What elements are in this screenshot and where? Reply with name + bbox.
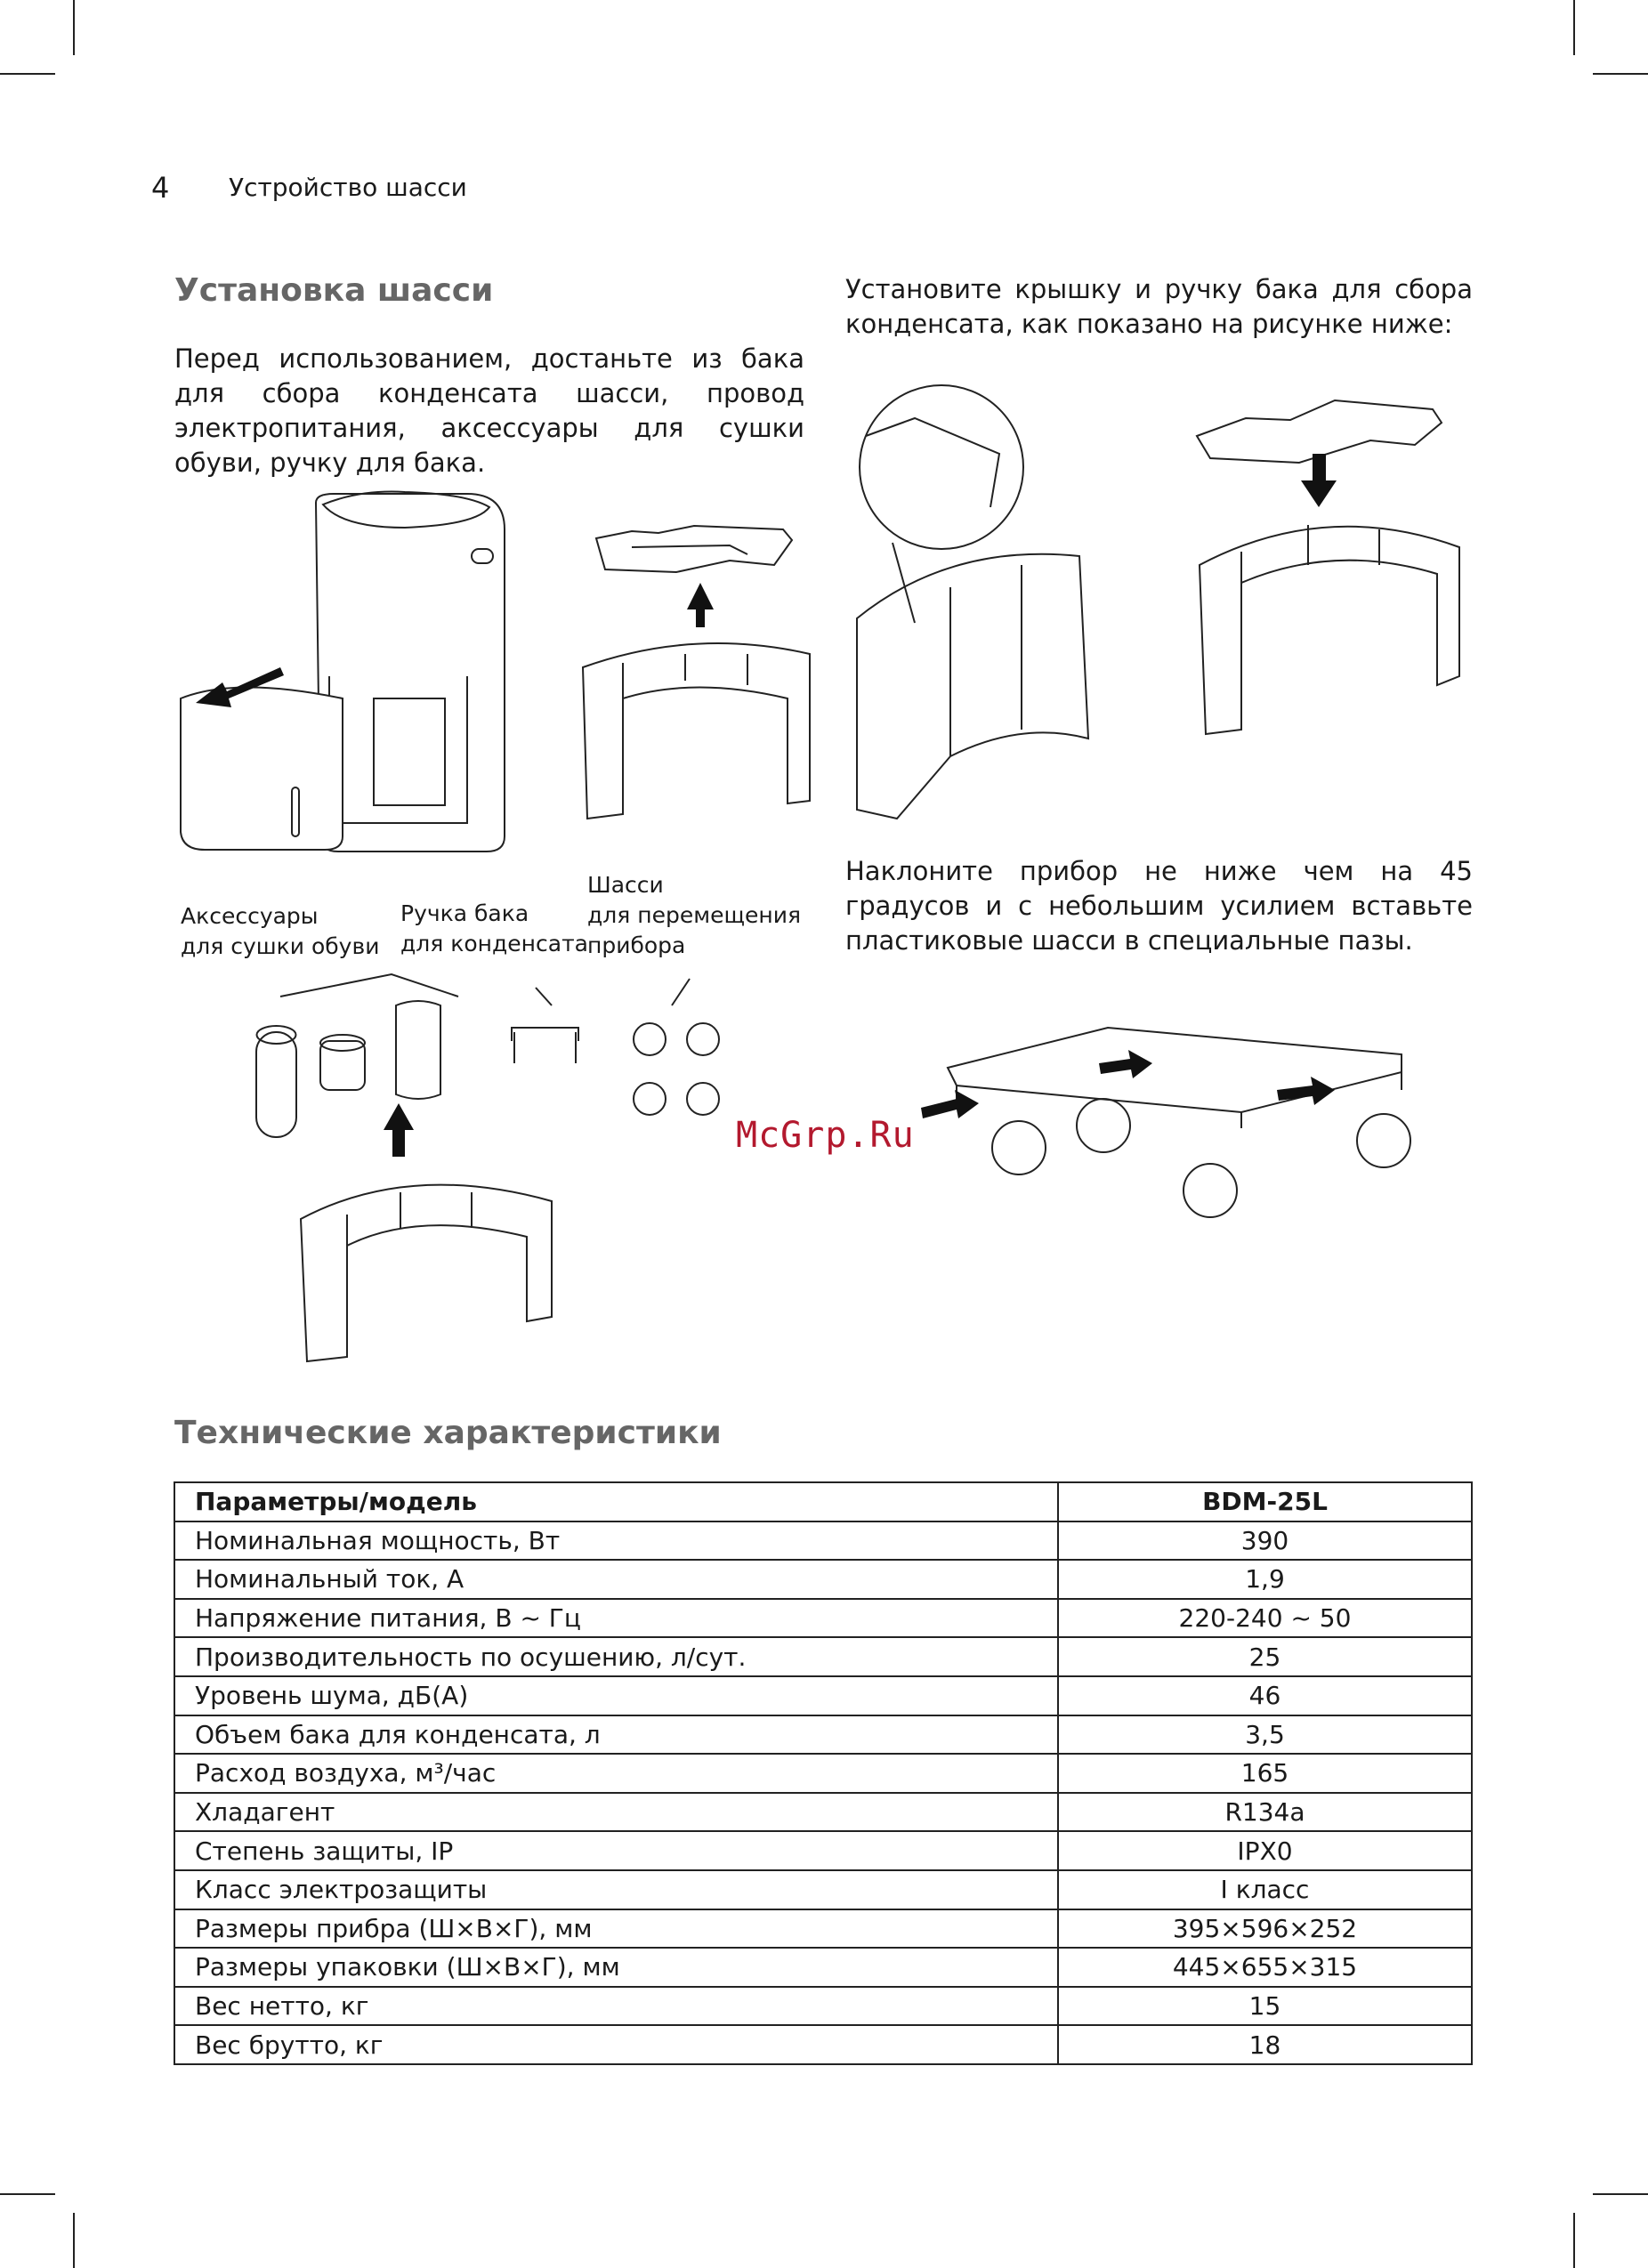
param-cell: Производительность по осушению, л/сут. [174, 1637, 1058, 1676]
lid-instruction: Установите крышку и ручку бака для сбора конденсата, как показано на рисунке ниже: [845, 274, 1473, 339]
handle [512, 1028, 578, 1063]
value-cell: 25 [1058, 1637, 1472, 1676]
tank-body [301, 1185, 552, 1361]
tank-lid-lift-figure [570, 521, 836, 823]
crop-mark [73, 2213, 75, 2268]
param-cell: Класс электрозащиты [174, 1870, 1058, 1909]
arrow-up-icon [687, 583, 714, 627]
label-line: Ручка бака [400, 900, 529, 926]
internal-part [374, 698, 445, 805]
tank-with-accessories-figure [294, 1103, 561, 1370]
table-row [174, 1560, 1472, 1599]
table-row [174, 1793, 1472, 1832]
section-title-specs: Технические характеристики [174, 1415, 722, 1451]
value-cell: 15 [1058, 1987, 1472, 2026]
crop-mark [1593, 2193, 1648, 2195]
param-cell: Хладагент [174, 1793, 1058, 1832]
param-cell: Размеры прибра (Ш×В×Г), мм [174, 1909, 1058, 1949]
tank-body [1200, 527, 1459, 734]
param-cell: Номинальная мощность, Вт [174, 1521, 1058, 1561]
table-row [174, 1909, 1472, 1949]
lid [1197, 400, 1442, 463]
param-cell: Вес брутто, кг [174, 2025, 1058, 2064]
tank-partition [950, 565, 1022, 756]
table-row [174, 1599, 1472, 1638]
table-row [174, 1754, 1472, 1793]
unit-handle [472, 549, 493, 563]
label-line: Аксессуары [181, 903, 319, 929]
value-cell: I класс [1058, 1870, 1472, 1909]
table-row [174, 1948, 1472, 1987]
tilt-instruction: Наклоните прибор не ниже чем на 45 градусов и с небольшим усилием вставьте пластиковые шасси в специальные пазы. [845, 856, 1473, 956]
page-number: 4 [151, 171, 170, 205]
label-line: Шасси [587, 872, 664, 898]
tank-body [583, 643, 810, 819]
cap-top [320, 1035, 365, 1051]
specs-table [174, 1481, 1473, 2065]
tube-top [257, 1026, 296, 1044]
table-row [174, 1870, 1472, 1909]
label-line: для перемещения [587, 902, 802, 928]
shoe-dryer-tube [256, 1032, 296, 1137]
crop-mark [1573, 0, 1575, 55]
running-header: Устройство шасси [229, 173, 467, 202]
magnified-detail [866, 418, 999, 507]
label-line: прибора [587, 932, 686, 958]
table-row [174, 1987, 1472, 2026]
arrow-right-icon [1099, 1050, 1152, 1078]
param-cell: Расход воздуха, м³/час [174, 1754, 1058, 1793]
magnifier-circle [860, 385, 1023, 549]
watermark: McGrp.Ru [736, 1115, 915, 1156]
crop-mark [1573, 2213, 1575, 2268]
crop-mark [0, 73, 55, 75]
lid-detail [632, 545, 747, 554]
chassis-frame [948, 1028, 1402, 1112]
crop-mark [1593, 73, 1648, 75]
dehumidifier-figure [174, 485, 521, 876]
arrow-up-icon [384, 1103, 414, 1157]
value-cell: 395×596×252 [1058, 1909, 1472, 1949]
unit-body [316, 494, 505, 852]
handle-leader [536, 988, 552, 1005]
param-cell: Напряжение питания, В ~ Гц [174, 1599, 1058, 1638]
value-cell: 18 [1058, 2025, 1472, 2064]
crop-mark [73, 0, 75, 55]
shoe-dryer-adapter [396, 1001, 440, 1099]
value-cell: 165 [1058, 1754, 1472, 1793]
unit-top-grille [323, 492, 489, 528]
tank-partition [623, 654, 747, 698]
value-cell: 3,5 [1058, 1715, 1472, 1755]
bracket-line [280, 974, 458, 997]
table-row [174, 1715, 1472, 1755]
table-row [174, 2025, 1472, 2064]
table-row [174, 1831, 1472, 1870]
param-cell: Размеры упаковки (Ш×В×Г), мм [174, 1948, 1058, 1987]
chassis-figure [903, 1014, 1455, 1223]
water-tank [181, 688, 343, 851]
section-title-chassis: Установка шасси [174, 272, 494, 309]
intro-paragraph: Перед использованием, достаньте из бака для сбора конденсата шасси, провод электропитания, аксессуары для сушки обуви, ручку для бака. [174, 343, 804, 478]
table-row [174, 1637, 1472, 1676]
value-cell: 220-240 ~ 50 [1058, 1599, 1472, 1638]
value-cell: 390 [1058, 1521, 1472, 1561]
value-cell: 46 [1058, 1676, 1472, 1715]
label-line: для сушки обуви [181, 933, 380, 959]
label-tank-handle [400, 899, 588, 959]
value-cell: R134a [1058, 1793, 1472, 1832]
arrow-right-icon [921, 1090, 979, 1118]
table-row [174, 1521, 1472, 1561]
param-cell: Уровень шума, дБ(А) [174, 1676, 1058, 1715]
table-row [174, 1676, 1472, 1715]
param-cell: Вес нетто, кг [174, 1987, 1058, 2026]
magnified-tank-figure [844, 383, 1115, 832]
crop-mark [0, 2193, 55, 2195]
label-accessories [181, 901, 379, 962]
tank-body [857, 554, 1088, 819]
tank-lid-place-figure [1192, 391, 1464, 739]
param-cell: Объем бака для конденсата, л [174, 1715, 1058, 1755]
label-line: для конденсата [400, 931, 588, 956]
arrow-down-icon [1301, 454, 1337, 507]
param-cell: Номинальный ток, А [174, 1560, 1058, 1599]
param-cell: Степень защиты, IP [174, 1831, 1058, 1870]
casters-figure [623, 1005, 739, 1130]
value-cell: IPX0 [1058, 1831, 1472, 1870]
lid [596, 526, 792, 572]
value-cell: 445×655×315 [1058, 1948, 1472, 1987]
label-chassis [587, 870, 801, 961]
table-header-row [174, 1482, 1472, 1521]
header-param: Параметры/модель [174, 1482, 1058, 1521]
value-cell: 1,9 [1058, 1560, 1472, 1599]
header-model: BDM-25L [1058, 1482, 1472, 1521]
chassis-edge [957, 1072, 1402, 1128]
